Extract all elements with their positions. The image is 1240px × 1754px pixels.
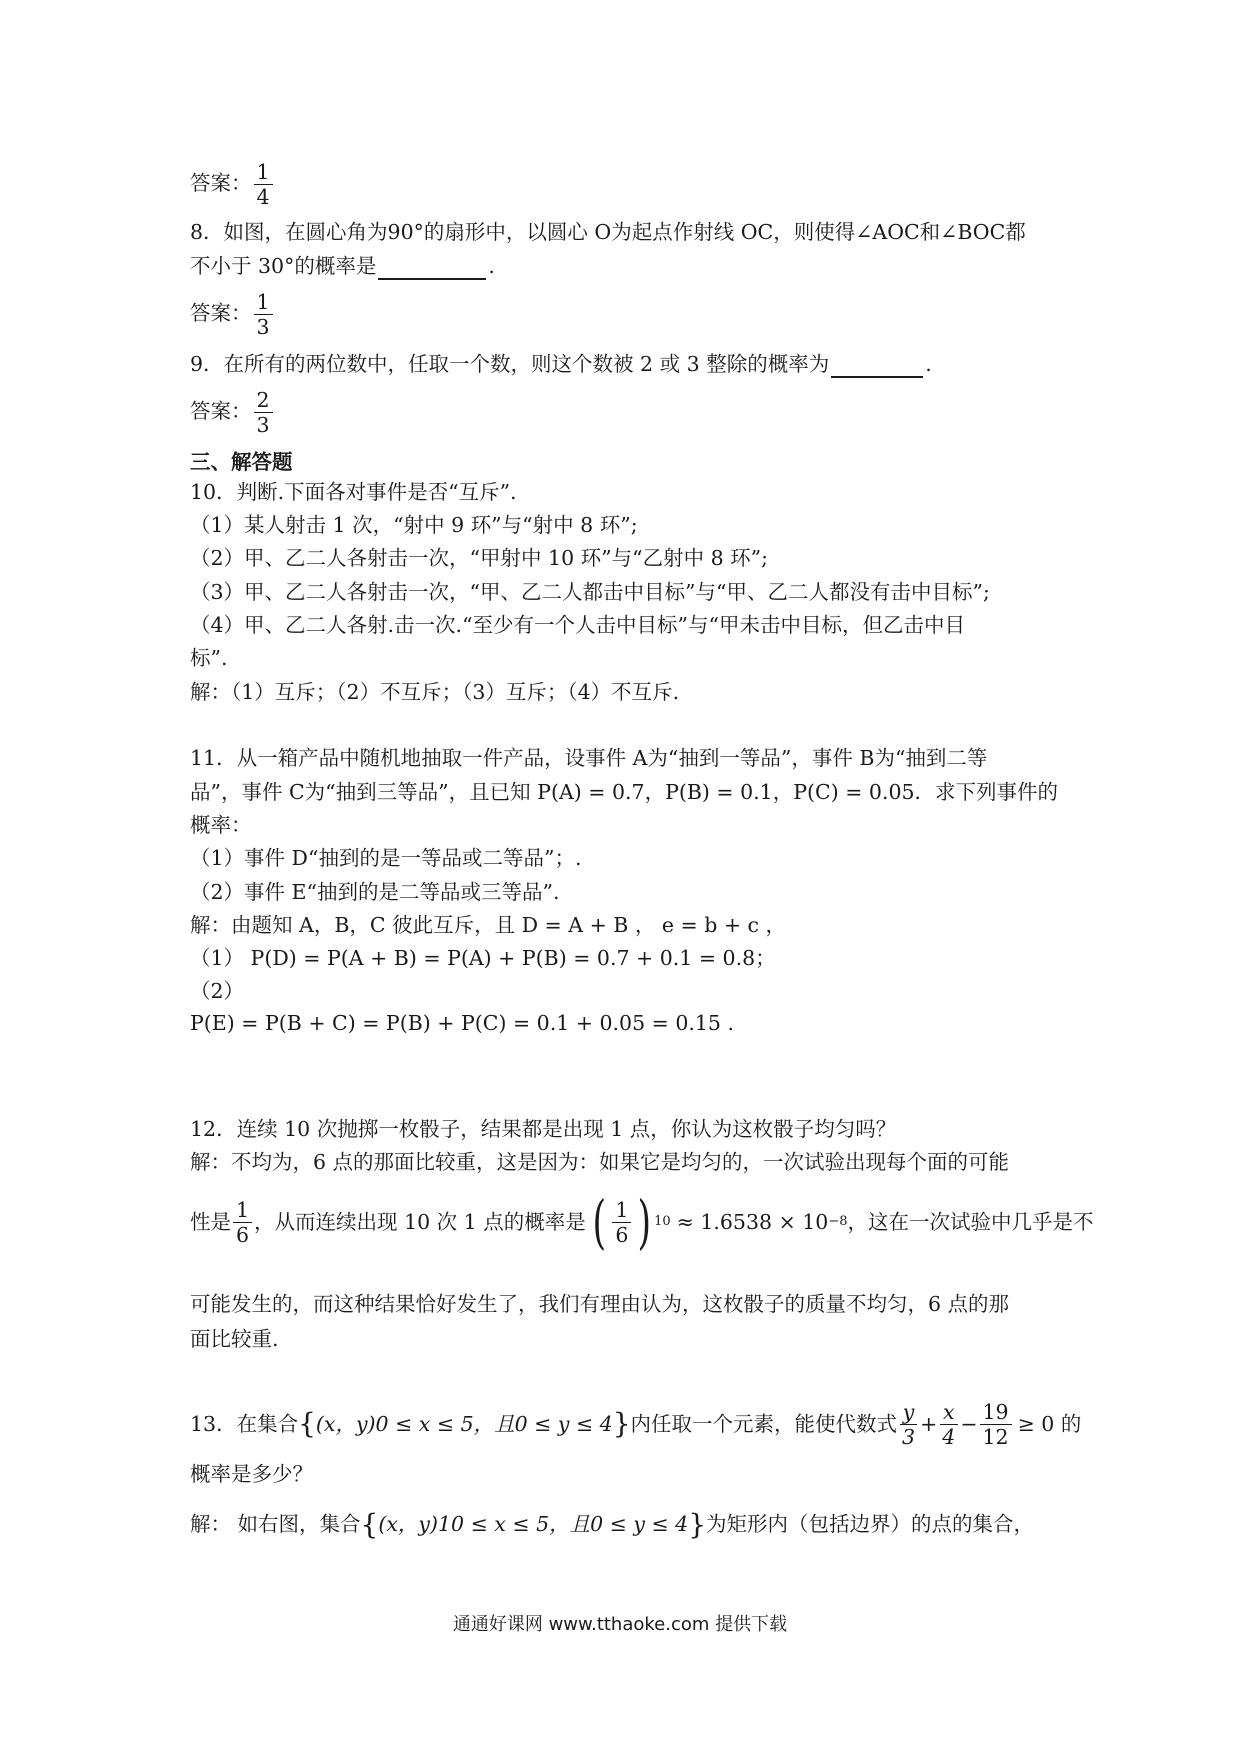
answer-label: 答案： [190, 301, 252, 325]
text: ，从而连续出现 10 次 1 点的概率是 [254, 1210, 586, 1234]
fraction-one-sixth [612, 1198, 631, 1247]
text: 性是 [190, 1210, 231, 1234]
answer-7 [190, 160, 1060, 209]
question-11-item-1: （1）事件 D“抽到的是一等品或二等品”；. [190, 846, 582, 870]
period: . [488, 254, 495, 278]
question-11-solution-4: P(E) = P(B + C) = P(B) + P(C) = 0.1 + 0.05 = 0.15 . [190, 1011, 735, 1035]
answer-fraction [254, 290, 273, 339]
answer-label: 答案： [190, 171, 252, 195]
question-8-line-1: 8．如图，在圆心角为90°的扇形中，以圆心 O为起点作射线 OC，则使得∠AOC和∠BOC都 [190, 220, 1026, 244]
question-10-item-4: （4）甲、乙二人各射.击一次.“至少有一个人击中目标”与“甲未击中目标，但乙击中目 [190, 613, 966, 637]
question-8-text: 不小于 30°的概率是 [190, 254, 377, 278]
fraction-numerator: 19 [980, 1400, 1012, 1425]
right-brace: } [612, 1407, 631, 1440]
question-9 [190, 350, 1060, 378]
question-10-item-3: （3）甲、乙二人各射击一次，“甲、乙二人都击中目标”与“甲、乙二人都没有击中目标”; [190, 580, 990, 604]
fraction-numerator: y [900, 1400, 918, 1425]
question-12-solution-2 [190, 1184, 1094, 1260]
exponent: 10 [654, 1214, 671, 1229]
exponent: −8 [828, 1214, 848, 1229]
answer-blank [831, 354, 923, 378]
fraction [939, 1400, 958, 1449]
question-10-item-1: （1）某人射击 1 次，“射中 9 环”与“射中 8 环”; [190, 513, 638, 537]
answer-8 [190, 290, 1060, 339]
question-12-stem: 12．连续 10 次抛掷一枚骰子，结果都是出现 1 点，你认为这枚骰子均匀吗？ [190, 1117, 897, 1141]
answer-fraction [254, 388, 273, 437]
left-paren: ( [592, 1188, 606, 1256]
fraction-denominator: 3 [902, 1424, 916, 1449]
question-11-solution-3: （2） [190, 979, 245, 1003]
approx-value: ≈ 1.6538 × 10 [676, 1210, 829, 1234]
answer-blank [378, 256, 486, 280]
text: 13．在集合 [190, 1412, 299, 1436]
question-9-text: 9．在所有的两位数中，任取一个数，则这个数被 2 或 3 整除的概率为 [190, 352, 830, 376]
fraction-numerator: 1 [254, 160, 273, 185]
right-paren: ) [637, 1188, 652, 1256]
page-footer: 通通好课网 www.tthaoke.com 提供下载 [452, 1614, 788, 1635]
question-13-line-2: 概率是多少？ [190, 1462, 313, 1486]
question-13-line-1 [190, 1394, 1082, 1454]
section-heading: 三、解答题 [190, 450, 293, 474]
question-10-item-2: （2）甲、乙二人各射击一次，“甲射中 10 环”与“乙射中 8 环”; [190, 546, 769, 570]
answer-fraction [254, 160, 273, 209]
fraction-numerator: x [940, 1400, 958, 1425]
question-10-item-4-cont: 标”. [190, 646, 228, 670]
question-11-solution-2: （1） P(D) = P(A + B) = P(A) + P(B) = 0.7 + 0.1 = 0.8； [190, 946, 776, 970]
set-expression: (x，y)0 ≤ x ≤ 5，且0 ≤ y ≤ 4 [315, 1412, 613, 1436]
question-13-solution [190, 1510, 1060, 1539]
left-brace: { [298, 1407, 316, 1440]
period: . [925, 352, 932, 376]
fraction-numerator: 1 [233, 1198, 252, 1223]
text: 内任取一个元素，能使代数式 [630, 1412, 898, 1436]
fraction-denominator: 3 [256, 315, 270, 339]
question-10-solution: 解：（1）互斥；（2）不互斥；（3）互斥；（4）不互斥. [190, 680, 680, 704]
fraction-denominator: 4 [256, 185, 270, 209]
question-11-line-1: 11．从一箱产品中随机地抽取一件产品，设事件 A为“抽到一等品”，事件 B为“抽到二等 [190, 746, 988, 770]
fraction [980, 1400, 1012, 1449]
fraction-one-sixth [233, 1198, 252, 1247]
question-12-solution-4: 面比较重. [190, 1327, 279, 1351]
fraction-denominator: 4 [942, 1424, 956, 1449]
text: ，这在一次试验中几乎是不 [847, 1210, 1094, 1234]
power-expression [588, 1188, 656, 1256]
text: 为矩形内（包括边界）的点的集合， [706, 1512, 1035, 1536]
fraction-denominator: 12 [982, 1424, 1009, 1449]
answer-9 [190, 388, 1060, 437]
question-11-item-2: （2）事件 E“抽到的是二等品或三等品”. [190, 880, 560, 904]
fraction-denominator: 3 [256, 413, 270, 437]
question-12-solution-1: 解：不均为，6 点的那面比较重，这是因为：如果它是均匀的，一次试验出现每个面的可能 [190, 1150, 1010, 1174]
operator: − [960, 1412, 978, 1436]
fraction-denominator: 6 [615, 1222, 629, 1247]
question-11-line-3: 概率： [190, 813, 252, 837]
right-brace: } [688, 1508, 707, 1541]
question-12-solution-3: 可能发生的，而这种结果恰好发生了，我们有理由认为，这枚骰子的质量不均匀，6 点的那 [190, 1292, 1010, 1316]
set-expression: (x，y)10 ≤ x ≤ 5，且0 ≤ y ≤ 4 [378, 1512, 689, 1536]
text: 解： 如右图，集合 [190, 1512, 361, 1536]
fraction-numerator: 2 [254, 388, 273, 413]
question-11-solution-1: 解：由题知 A，B，C 彼此互斥，且 D = A + B ， e = b + c ， [190, 913, 787, 937]
answer-label: 答案： [190, 399, 252, 423]
question-8-line-2 [190, 252, 1060, 280]
fraction-numerator: 1 [612, 1198, 631, 1223]
question-11-line-2: 品”，事件 C为“抽到三等品”，且已知 P(A) = 0.7，P(B) = 0.1，P(C) = 0.05．求下列事件的 [190, 780, 1059, 804]
question-10-stem: 10．判断.下面各对事件是否“互斥”. [190, 480, 517, 504]
fraction [899, 1400, 918, 1449]
text: ≥ 0 的 [1017, 1412, 1082, 1436]
operator: + [920, 1412, 938, 1436]
left-brace: { [360, 1508, 379, 1541]
fraction-denominator: 6 [236, 1222, 250, 1247]
fraction-numerator: 1 [254, 290, 273, 315]
